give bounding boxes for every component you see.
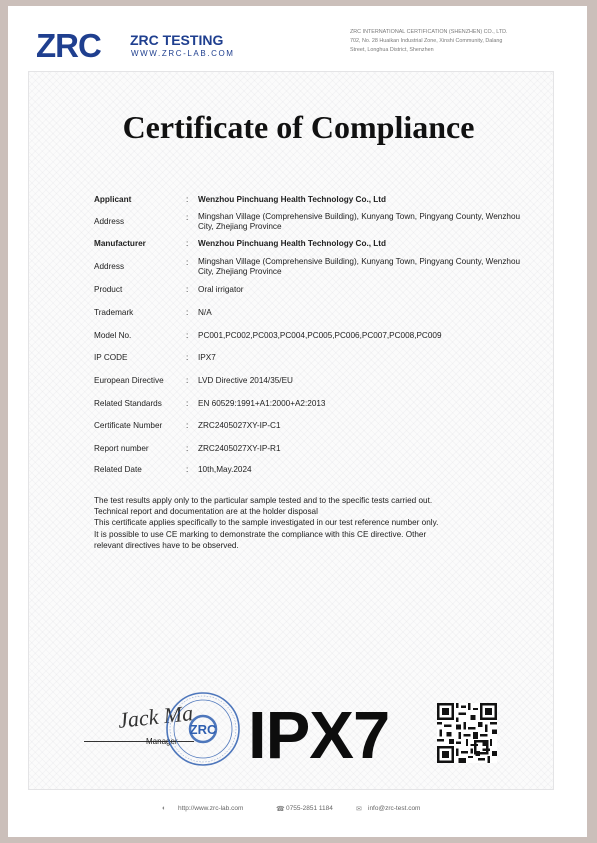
field-label: IP CODE [94,353,128,362]
footer-email: info@zrc-test.com [368,805,421,812]
note-line: relevant directives have to be observed. [94,540,239,550]
field-label: Model No. [94,331,132,340]
field-label: Applicant [94,195,132,204]
field-label: Address [94,262,125,271]
logo-mark: ZRC [36,27,101,64]
mail-icon: ✉ [356,806,362,813]
note-line: It is possible to use CE marking to demonstrate the compliance with this CE directive. Other [94,529,427,539]
company-line: ZRC INTERNATIONAL CERTIFICATION (SHENZHEN) CO., LTD. [350,29,508,35]
field-value: Wenzhou Pinchuang Health Technology Co., Ltd [198,239,387,248]
field-label: Trademark [94,308,134,317]
field-label: Manufacturer [94,239,146,248]
company-line: 702, No. 28 Huaikan Industrial Zone, Xinshi Community, Dalang [350,38,503,44]
field-value: 10th,May.2024 [198,465,252,474]
field-colon: : [186,353,189,362]
field-value: PC001,PC002,PC003,PC004,PC005,PC006,PC007,PC008,PC009 [198,331,442,340]
field-colon: : [186,444,189,453]
field-value: ZRC2405027XY-IP-C1 [198,421,281,430]
note-line: Technical report and documentation are at the holder disposal [94,507,318,517]
field-value: Mingshan Village (Comprehensive Building), Kunyang Town, Pingyang County, Wenzhou City, Zhejiang Province [198,212,521,231]
field-colon: : [186,258,189,267]
globe-icon: ◐ [162,805,167,812]
note-line: The test results apply only to the particular sample tested and to the specific tests carried out. [94,496,433,505]
field-colon: : [186,308,189,317]
field-colon: : [186,195,189,204]
field-label: Certificate Number [94,421,163,430]
logo-title: ZRC TESTING [130,32,224,48]
handwritten-signature: Jack Ma [116,700,195,733]
note-line: This certificate applies specifically to the sample investigated in our test reference number only. [94,518,439,528]
field-colon: : [186,239,189,248]
field-colon: : [186,465,189,474]
field-value: N/A [198,308,212,317]
compliance-notes [94,495,514,551]
company-line: Street, Longhua District, Shenzhen [350,47,434,53]
signer-title: Manager [146,737,178,746]
field-colon: : [186,285,189,294]
field-label: Report number [94,444,149,453]
field-label: European Directive [94,376,164,385]
certificate-title: Certificate of Compliance [122,109,475,145]
company-address-block [350,28,560,55]
field-value: EN 60529:1991+A1:2000+A2:2013 [198,399,326,408]
field-colon: : [186,213,189,222]
field-label: Related Standards [94,399,162,408]
field-label: Related Date [94,465,142,474]
phone-icon: ☎ [276,806,285,813]
logo-website: WWW.ZRC-LAB.COM [131,49,235,58]
field-value: Wenzhou Pinchuang Health Technology Co., Ltd [198,195,387,204]
footer-phone: 0755-2851 1184 [286,805,333,812]
field-value: Oral irrigator [198,285,244,294]
field-value: Mingshan Village (Comprehensive Building), Kunyang Town, Pingyang County, Wenzhou City, Zhejiang Province [198,257,521,276]
field-colon: : [186,331,189,340]
field-value: IPX7 [198,353,216,362]
qr-code [437,703,497,763]
field-label: Product [94,285,123,294]
footer-website: http://www.zrc-lab.com [178,805,244,812]
ipx7-badge: IPX7 [248,698,390,773]
field-colon: : [186,399,189,408]
field-label: Address [94,217,125,226]
field-colon: : [186,376,189,385]
field-value: ZRC2405027XY-IP-R1 [198,444,281,453]
seal-text: ZRC [189,722,217,737]
guilloche-background [28,71,554,790]
field-colon: : [186,421,189,430]
company-seal [164,690,242,768]
field-value: LVD Directive 2014/35/EU [198,376,293,385]
